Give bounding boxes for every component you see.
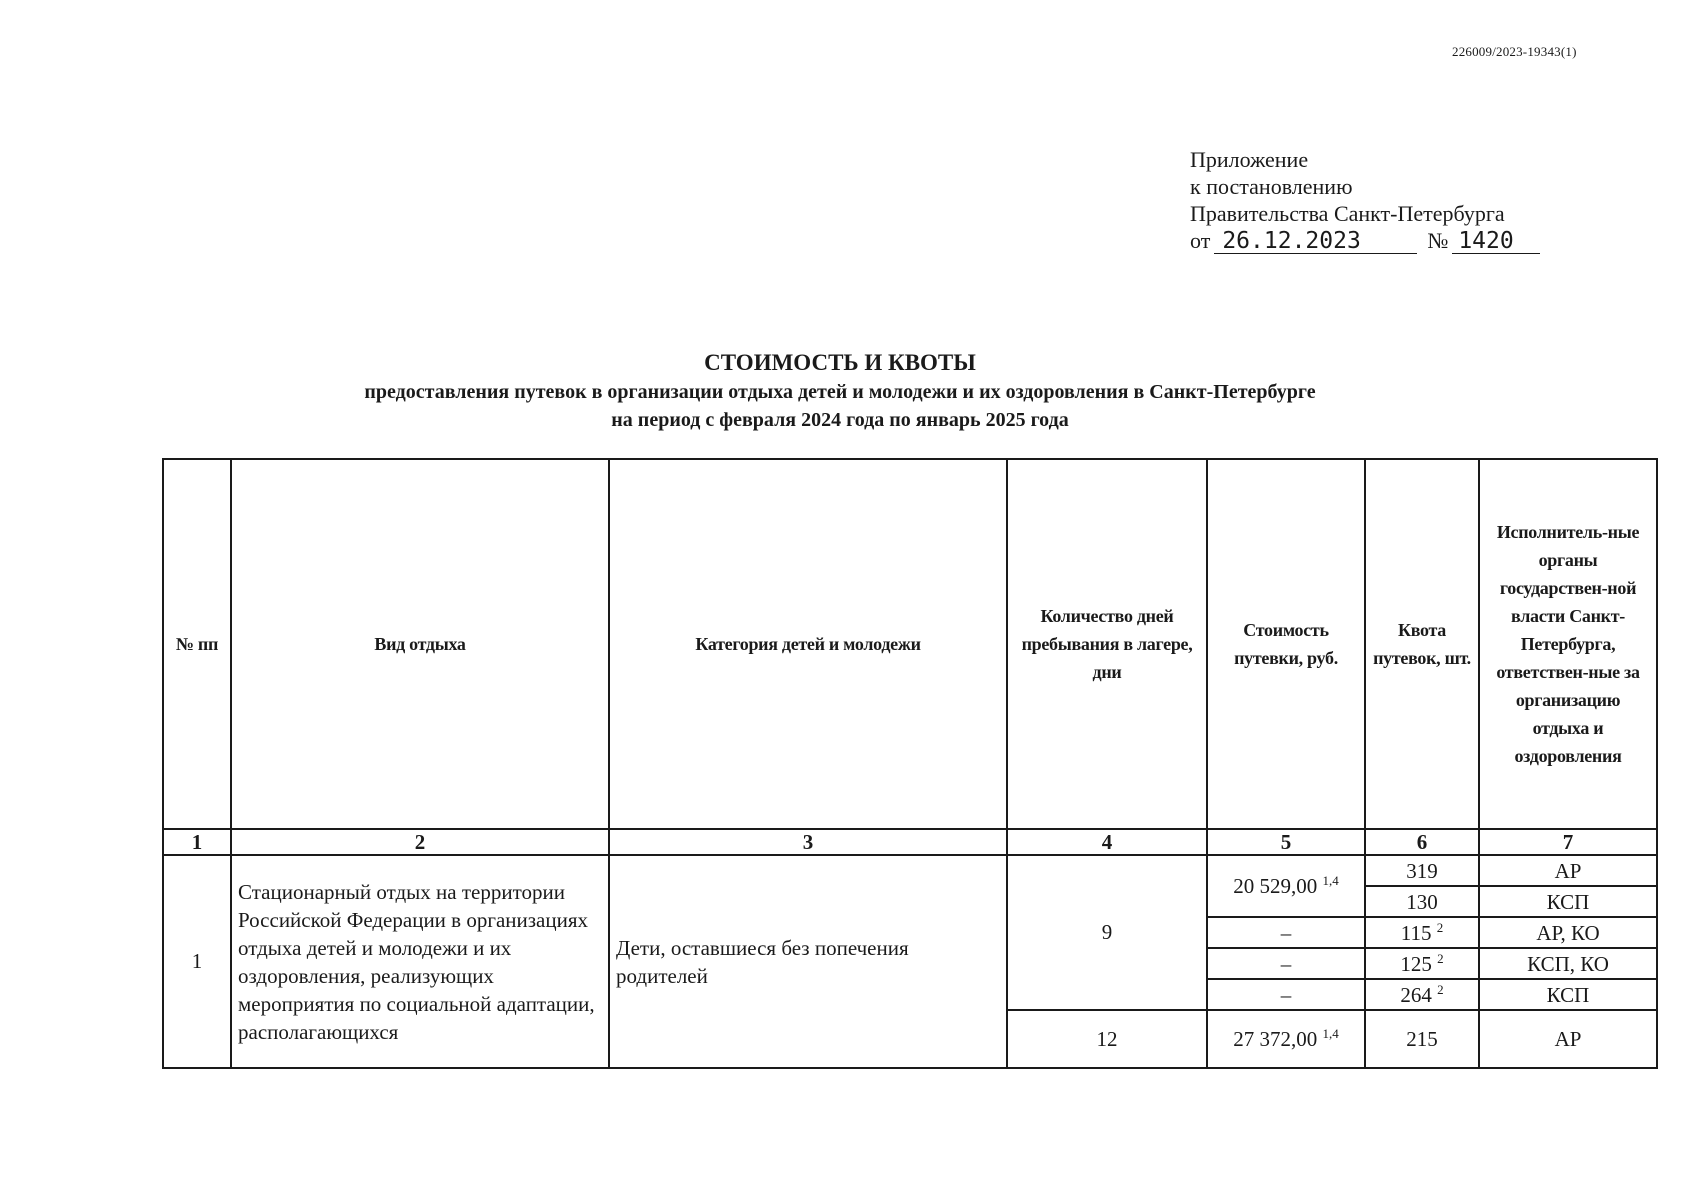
quota-value: 115	[1400, 920, 1432, 945]
annex-date-line	[1190, 227, 1540, 254]
cost-footnote: 1,4	[1322, 872, 1339, 888]
cost-cell	[1207, 855, 1365, 917]
quota-value: 125	[1400, 951, 1432, 976]
org-cell: АР, КО	[1479, 917, 1657, 948]
cost-value: 27 372,00	[1233, 1026, 1318, 1051]
annex-line-3: Правительства Санкт-Петербурга	[1190, 201, 1505, 226]
org-cell: АР	[1479, 855, 1657, 886]
table-header-row	[163, 459, 1657, 829]
children-category: Дети, оставшиеся без попечения родителей	[609, 855, 1007, 1068]
quota-value: 319	[1406, 858, 1438, 883]
org-cell: АР	[1479, 1010, 1657, 1068]
column-number: 7	[1479, 829, 1657, 855]
quota-cell	[1365, 1010, 1479, 1068]
header-quota: Квота путевок, шт.	[1365, 459, 1479, 829]
header-organs: Исполнитель-ные органы государствен-ной власти Санкт-Петербурга, ответствен-ные за организацию отдыха и оздоровления	[1479, 459, 1657, 829]
column-number: 3	[609, 829, 1007, 855]
number-prefix: №	[1427, 228, 1449, 253]
title-subtitle-1: предоставления путевок в организации отдыха детей и молодежи и их оздоровления в Санкт-Петербурге	[364, 381, 1316, 403]
org-cell: КСП, КО	[1479, 948, 1657, 979]
header-days: Количество дней пребывания в лагере, дни	[1007, 459, 1207, 829]
quota-value: 264	[1400, 982, 1432, 1007]
days-cell: 9	[1007, 855, 1207, 1010]
table-row	[163, 855, 1657, 886]
cost-value: 20 529,00	[1233, 873, 1318, 898]
quota-cell	[1365, 886, 1479, 917]
header-number: № пп	[163, 459, 231, 829]
date-prefix: от	[1190, 228, 1211, 253]
org-cell: КСП	[1479, 886, 1657, 917]
cost-footnote: 1,4	[1322, 1025, 1339, 1041]
column-number: 5	[1207, 829, 1365, 855]
annex-line-2: к постановлению	[1190, 174, 1353, 199]
annex-block	[1190, 146, 1540, 254]
quota-footnote: 2	[1436, 919, 1444, 935]
header-cost: Стоимость путевки, руб.	[1207, 459, 1365, 829]
annex-line-1: Приложение	[1190, 147, 1309, 172]
column-number-row	[163, 829, 1657, 855]
quota-cell	[1365, 979, 1479, 1010]
quota-footnote: 2	[1437, 981, 1444, 997]
cost-cell	[1207, 1010, 1365, 1068]
quota-cell	[1365, 917, 1479, 948]
cost-cell: –	[1207, 917, 1365, 948]
rest-kind: Стационарный отдых на территории Российской Федерации в организациях отдыха детей и молодежи и их оздоровления, реализующих мероприятия по социальной адаптации, располагающихся	[231, 855, 609, 1068]
decree-number: 1420	[1452, 229, 1540, 254]
quota-cell	[1365, 855, 1479, 886]
document-title	[290, 348, 1390, 434]
column-number: 4	[1007, 829, 1207, 855]
days-cell: 12	[1007, 1010, 1207, 1068]
cost-cell: –	[1207, 979, 1365, 1010]
header-category: Категория детей и молодежи	[609, 459, 1007, 829]
row-number: 1	[163, 855, 231, 1068]
column-number: 6	[1365, 829, 1479, 855]
header-kind: Вид отдыха	[231, 459, 609, 829]
column-number: 1	[163, 829, 231, 855]
quota-table	[162, 458, 1658, 1069]
title-main: СТОИМОСТЬ И КВОТЫ	[704, 350, 976, 375]
org-cell: КСП	[1479, 979, 1657, 1010]
cost-cell: –	[1207, 948, 1365, 979]
decree-date: 26.12.2023	[1214, 229, 1417, 254]
column-number: 2	[231, 829, 609, 855]
title-subtitle-2: на период с февраля 2024 года по январь 2025 года	[611, 409, 1069, 431]
quota-footnote: 2	[1437, 950, 1444, 966]
quota-value: 130	[1406, 889, 1438, 914]
quota-value: 215	[1406, 1026, 1438, 1051]
document-number: 226009/2023-19343(1)	[1452, 44, 1577, 59]
quota-cell	[1365, 948, 1479, 979]
